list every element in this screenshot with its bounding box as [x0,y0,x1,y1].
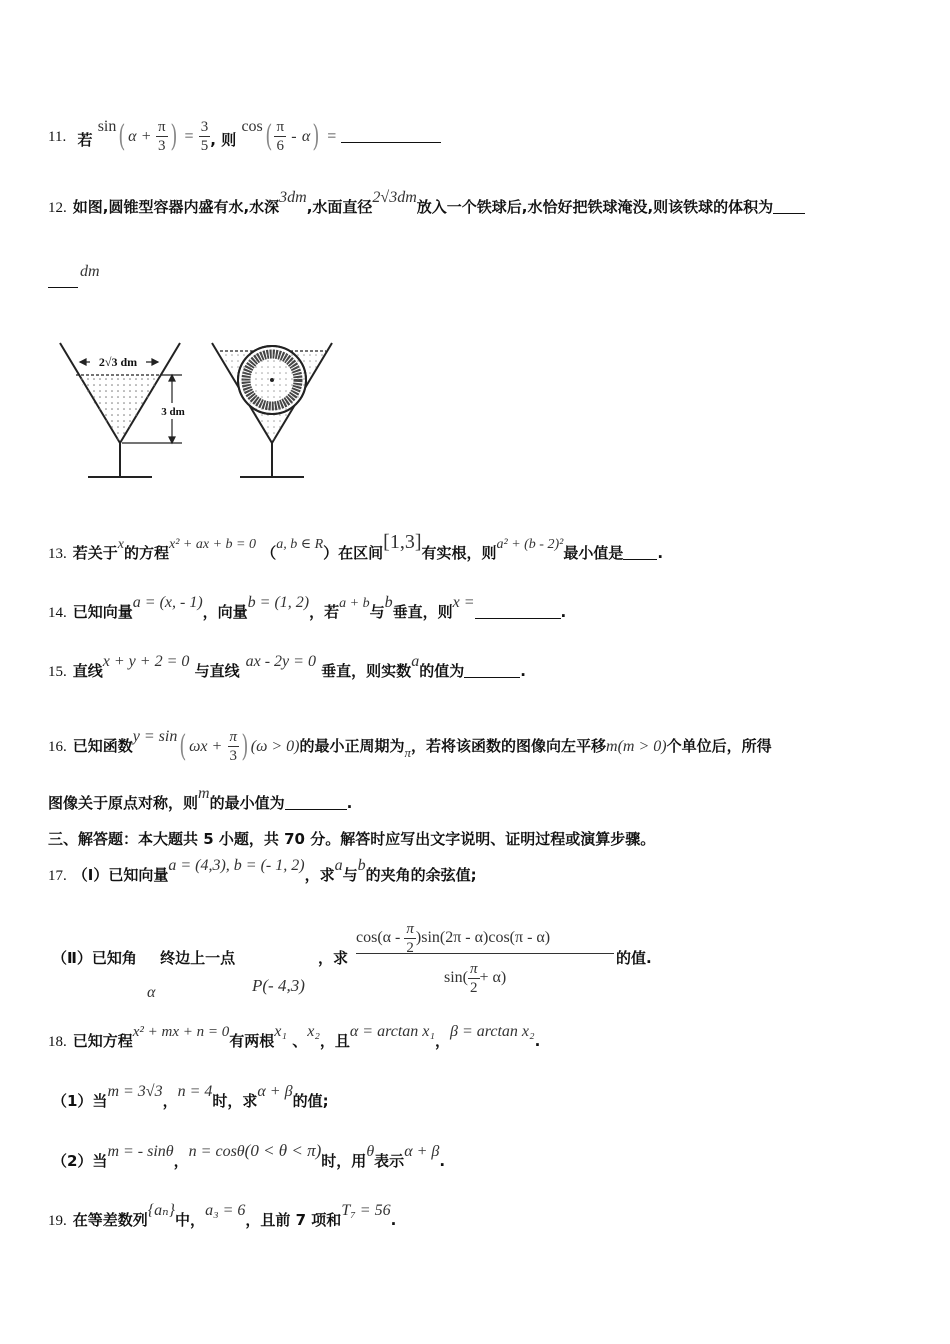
question-17-part2 [52,947,235,968]
q11-frac-pi6 [274,118,286,155]
q18-m2: m = - sinθ [107,1143,174,1160]
q11-cos: cos [241,118,263,135]
question-12 [48,189,805,217]
q16-t1: 已知函数 [72,737,133,755]
q11-paren-close: ) [169,119,177,154]
q17-denom2: + α) [479,969,507,987]
q12-blank-a [773,199,805,214]
q17-numer-2: 2 [406,940,414,956]
q19-t2: 中， [175,1211,206,1229]
q14-t3: ，若 [309,603,340,621]
q11-sin: sin [97,118,117,135]
q17-t4: 的夹角的余弦值; [365,866,477,884]
q17-part1: （Ⅰ）已知向量 [72,866,169,884]
q11-three: 3 [158,138,166,154]
q14-blank [475,604,561,619]
q19-end: . [390,1211,397,1229]
question-19 [48,1202,397,1230]
q18-p1c: 时，求 [212,1092,258,1110]
depth-label: 3 dm [161,406,185,418]
q18-end: . [534,1032,541,1050]
width-arrow-l [80,359,86,365]
q14-t4: 与 [369,603,385,621]
q16-cond: (ω > 0) [250,738,300,755]
q11-mid: , 则 [210,131,237,149]
q18-ab2: α + β [404,1143,440,1160]
q11-alpha: α [128,128,137,145]
q18-equation: x² + mx + n = 0 [132,1024,230,1040]
q15-line2: ax - 2y = 0 [245,653,316,670]
q17-numer2: )sin(2π - α)cos(π - α) [415,929,551,947]
q13-t1: 若关于 [72,544,118,562]
q11-eq2: = [327,128,337,145]
q17-point: P(- 4,3) [252,976,305,995]
q17-numer1: cos(α - [356,929,401,947]
q11-eq: = [184,128,194,145]
q16-wx: ωx + [189,738,223,755]
q12-line2 [48,262,100,281]
q12-unit: dm [80,263,100,280]
q18-beta-def: β = arctan x₂ [449,1023,535,1040]
q16-frac [228,728,240,765]
q13-number: 13. [48,546,67,562]
q13-interval: [1,3] [383,531,422,553]
q18-p2a: （2）当 [52,1152,108,1170]
depth-arrow-t [169,375,175,381]
q16-end: . [346,794,353,812]
q19-t3: ，且前 7 项和 [245,1211,342,1229]
q18-t3: ，且 [319,1032,350,1050]
q12-diameter: 2√3dm [372,189,417,206]
q16-blank [285,795,347,810]
q12-depth: 3dm [279,189,307,206]
question-18 [48,1023,541,1051]
q16-t3: ，若将该函数的图像向左平移 [411,737,607,755]
q17-t3: 与 [342,866,358,884]
q18-p2b: ， [173,1152,189,1170]
width-arrow-r [152,359,158,365]
q13-blank [623,545,657,560]
q11-frac-pi3 [156,118,168,155]
q14-t2: ，向量 [202,603,248,621]
q15-t1: 直线 [72,662,103,680]
q19-sequence: {aₙ} [147,1202,176,1219]
q13-x: x [117,537,124,552]
q16-pi: π [229,729,238,745]
q12-text2: ,水面直径 [306,198,373,216]
q17-numer-frac [404,920,416,957]
q17-t2: ，求 [304,866,335,884]
q18-p2e: . [439,1152,446,1170]
q16-t4: 个单位后，所得 [666,737,772,755]
cone-figure [50,335,350,485]
question-18-part1 [52,1083,329,1111]
question-17 [48,857,477,885]
q17-part2b: 终边上一点 [160,949,236,967]
q18-p2d: 表示 [374,1152,405,1170]
q14-x-eq: x = [452,594,475,611]
q13-t4: ）在区间 [323,544,384,562]
q17-denom-pi: π [470,961,478,977]
q18-m1: m = 3√3 [107,1083,163,1100]
q17-numer-pi: π [406,921,414,937]
q11-pi2: π [276,119,285,135]
q18-comma: ， [434,1032,450,1050]
q11-d6: 6 [276,138,285,154]
q17-denominator [444,960,506,997]
q19-t7: T₇ = 56 [341,1202,391,1219]
q11-pre: 若 [77,131,93,149]
q17-part2d: 的值. [616,949,652,967]
q18-n2: n = cosθ [188,1143,245,1160]
q11-paren2: ( [265,119,273,154]
q15-t3: 垂直，则实数 [321,662,412,680]
q13-t5: 有实根，则 [421,544,497,562]
q15-line1: x + y + 2 = 0 [102,653,190,670]
q11-alpha2: α [301,128,311,145]
q11-paren2-close: ) [312,119,320,154]
q14-t1: 已知向量 [72,603,133,621]
q16-line2b: 的最小值为 [209,794,285,812]
q18-x2: x₂ [307,1023,320,1040]
q16-line2a: 图像关于原点对称，则 [48,794,199,812]
question-11 [48,118,441,155]
cone1-water-fill [76,375,162,443]
q13-t2: 的方程 [123,544,169,562]
q18-t1: 已知方程 [72,1032,133,1050]
question-14 [48,594,567,622]
q18-x1: x₁ [274,1023,287,1040]
q16-period: π [404,745,412,760]
q17-vectors: a = (4,3), b = (- 1, 2) [168,857,305,874]
q16-mcond: (m > 0) [617,738,667,755]
q18-sep: 、 [292,1032,308,1050]
q15-t2: 与直线 [194,662,240,680]
q17-number: 17. [48,868,67,884]
q18-p2c: 时，用 [321,1152,367,1170]
q17-a: a [334,857,343,874]
q13-condition: a, b ∈ R [276,537,324,552]
q13-equation: x² + ax + b = 0 [169,537,256,552]
q14-t5: 垂直，则 [392,603,453,621]
q16-m2: m [198,785,210,802]
q17-fraction-bar [356,953,614,954]
q12-text1: 如图,圆锥型容器内盛有水,水深 [72,198,280,216]
q13-end: . [657,544,664,562]
q16-three: 3 [229,748,237,764]
q15-t4: 的值为 [419,662,465,680]
q14-end: . [560,603,567,621]
q16-number: 16. [48,739,67,755]
q11-d5: 5 [200,138,209,154]
q11-plus: + [141,128,151,145]
q16-paren-close: ) [241,729,249,764]
q13-t6: 最小值是 [563,544,624,562]
q18-alpha-def: α = arctan x₁ [349,1023,435,1040]
q11-number: 11. [48,129,67,145]
q14-vector-a: a = (x, - 1) [132,594,203,611]
question-15 [48,653,526,681]
q12-number: 12. [48,200,67,216]
q14-a-plus-b: a + b [339,596,370,611]
q11-minus: - [291,128,297,145]
q14-vector-b: b = (1, 2) [247,594,310,611]
q12-text3: 放入一个铁球后,水恰好把铁球淹没,则该铁球的体积为 [416,198,774,216]
q17-denom-frac [468,960,480,997]
q18-theta: θ [366,1143,375,1160]
q13-expr: a² + (b - 2)² [496,537,564,552]
cone2-water-fill [220,351,326,443]
q18-n1: n = 4 [177,1083,213,1100]
q11-n3: 3 [200,119,209,135]
q18-ab1: α + β [257,1083,293,1100]
q17-part2a: （Ⅱ）已知角 [52,949,137,967]
q17-numerator [356,920,550,957]
question-18-part2 [52,1141,446,1171]
q16-paren: ( [179,729,187,764]
width-label: 2√3 dm [98,355,138,369]
q15-end: . [520,662,526,680]
q18-p1d: 的值; [292,1092,329,1110]
q18-p1b: ， [162,1092,178,1110]
q18-cond2: (0 < θ < π) [244,1141,322,1160]
question-16 [48,728,772,765]
section-3-heading: 三、解答题：本大题共 5 小题，共 70 分。解答时应写出文字说明、证明过程或演算步骤。 [48,830,656,848]
question-13 [48,531,664,564]
q15-a: a [411,653,420,670]
q11-frac-35 [199,118,211,155]
q15-blank [464,663,520,678]
q17-denom-2: 2 [470,980,478,996]
q14-b: b [384,594,393,611]
q18-p1a: （1）当 [52,1092,108,1110]
q11-answer-blank [341,128,441,143]
q18-t2: 有两根 [229,1032,275,1050]
q17-b: b [357,857,366,874]
q13-t3: （ [261,544,277,562]
q17-part2c: ，求 [318,949,349,967]
q19-t1: 在等差数列 [72,1211,148,1229]
depth-arrow-b [169,437,175,443]
question-16-line2 [48,785,353,813]
q11-paren: ( [118,119,126,154]
q11-pi: π [157,119,166,135]
q17-denom1: sin( [444,969,468,987]
q12-blank-b [48,287,78,288]
q19-a3: a₃ = 6 [205,1202,246,1219]
q19-number: 19. [48,1213,67,1229]
q15-number: 15. [48,664,67,680]
q16-t2: 的最小正周期为 [299,737,405,755]
q18-number: 18. [48,1034,67,1050]
q16-m: m [606,738,618,755]
q14-number: 14. [48,605,67,621]
q16-y-eq: y = sin [132,728,178,745]
q17-alpha: α [147,984,156,1001]
